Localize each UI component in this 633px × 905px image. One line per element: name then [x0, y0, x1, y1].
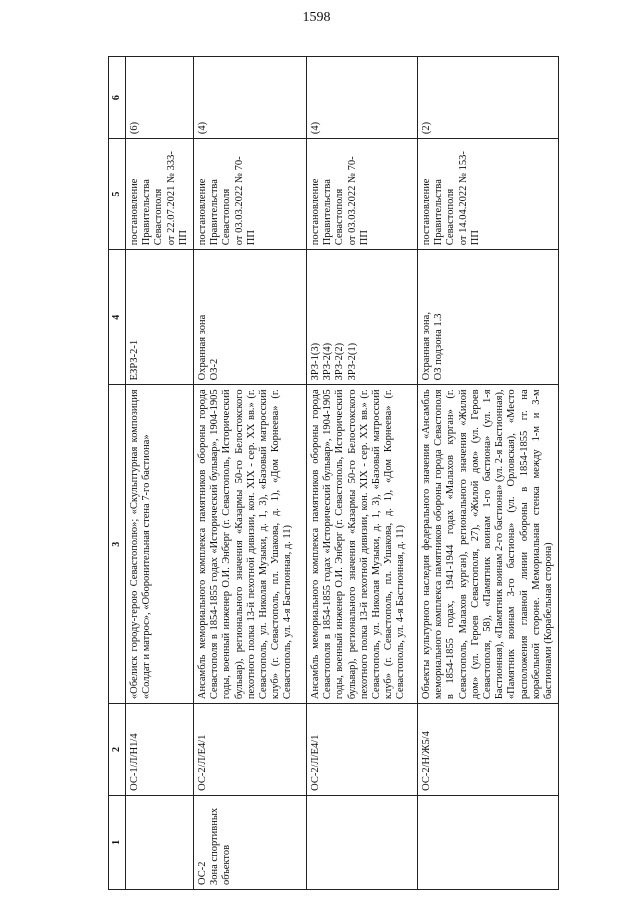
document-line: от 22.07.2021 № 333-ПП — [165, 151, 189, 246]
code-cell: ОС-2/Л/Е4/1 — [307, 704, 418, 796]
zone-name-cell — [418, 795, 559, 889]
header-col-1: 1 — [109, 795, 126, 889]
document-cell — [307, 139, 418, 250]
note-cell: (4) — [307, 57, 418, 139]
note-cell: (2) — [418, 57, 559, 139]
document-line: от 14.04.2022 № 153-ПП — [457, 151, 481, 246]
zone-line: ЗРЗ-2(2) — [334, 342, 346, 381]
table-row — [126, 57, 194, 890]
document-line: Севастополя — [153, 188, 165, 246]
document-cell — [194, 139, 307, 250]
zone-name-cell — [307, 795, 418, 889]
objects-cell: Ансамбль мемориального комплекса памятников обороны города Севастополя в 1854-1855 годах «Исторический бульвар», 1904-1905 годы, военный инженер О.И. Энберг (г. Севастополь, Исторический бульвар), регионального значения «Казармы 50-го Белостокского пехотного полка 13-й пехотной дивизии, кон. XIX - сер. XX вв.» (г. Севастополь, ул. Николая Музыки, д. 1, 3), «Базовый матросский клуб» (г. Севастополь, пл. Ушакова, д. 1), «Дом Корнеева» (г. Севастополь, ул. 4-я Бастионная, д. 11) — [194, 385, 307, 704]
zone-line: ОЗ-2 — [209, 358, 221, 381]
document-line: постановление — [421, 178, 433, 246]
zone-label: Зона спортивных объектов — [209, 807, 233, 885]
zone-name-cell — [126, 795, 194, 889]
zone-cell: ЕЗРЗ-2-1 — [126, 250, 194, 385]
zone-line: ОЗ подзона 1.3 — [433, 313, 445, 381]
header-col-5: 5 — [109, 139, 126, 250]
zone-cell — [418, 250, 559, 385]
code-cell: ОС-2/Л/Е4/1 — [194, 704, 307, 796]
zones-table — [108, 56, 559, 890]
document-line: постановление — [197, 178, 209, 246]
table-row — [418, 57, 559, 890]
header-col-4: 4 — [109, 250, 126, 385]
note-cell: (6) — [126, 57, 194, 139]
document-line: Севастополя — [445, 188, 457, 246]
document-line: Правительства — [209, 179, 221, 246]
note-cell: (4) — [194, 57, 307, 139]
header-row — [109, 57, 126, 890]
header-col-3: 3 — [109, 385, 126, 704]
document-line: Правительства — [433, 179, 445, 246]
document-line: от 03.03.2022 № 70-ПП — [346, 156, 370, 246]
document-line: от 03.03.2022 № 70-ПП — [233, 156, 257, 246]
page-number: 1598 — [302, 10, 331, 25]
document-line: Севастополя — [221, 188, 233, 246]
zone-line: ЗРЗ-2(1) — [346, 342, 358, 381]
table-row — [307, 57, 418, 890]
table-row — [194, 57, 307, 890]
document-line: Севастополя — [334, 188, 346, 246]
zone-line: Охранная зона — [197, 314, 209, 381]
document-line: постановление — [129, 178, 140, 246]
zone-line: ЗРЗ-1(3) — [310, 342, 322, 381]
zone-name: ОС-2 — [197, 861, 209, 885]
code-cell: ОС-1/Л/Н1/4 — [126, 704, 194, 796]
document-cell — [126, 139, 194, 250]
objects-cell: «Обелиск городу-герою Севастополю»; «Скульптурная композиция «Солдат и матрос», «Оборонительная стена 7-го бастиона» — [126, 385, 194, 704]
objects-cell: Ансамбль мемориального комплекса памятников обороны города Севастополя в 1854-1855 годах «Исторический бульвар», 1904-1905 годы, военный инженер О.И. Энберг (г. Севастополь, Исторический бульвар), регионального значения «Казармы 50-го Белостокского пехотного полка 13-й пехотной дивизии, кон. XIX - сер. XX вв.» (г. Севастополь, ул. Николая Музыки, д. 1, 3), «Базовый матросский клуб» (г. Севастополь, пл. Ушакова, д. 1), «Дом Корнеева» (г. Севастополь, ул. 4-я Бастионная, д. 11) — [307, 385, 418, 704]
code-cell: ОС-2/Н/Ж5/4 — [418, 704, 559, 796]
rotated-table-container — [108, 56, 555, 890]
zone-line: Охранная зона, — [421, 312, 433, 381]
document-line: постановление — [310, 178, 322, 246]
zone-name-cell — [194, 795, 307, 889]
zone-line: ЗРЗ-2(4) — [322, 342, 334, 381]
document-line: Правительства — [141, 179, 153, 246]
document-line: Правительства — [322, 179, 334, 246]
objects-cell: Объекты культурного наследия федерального значения «Ансамбль мемориального комплекса памятников обороны города Севастополя в 1854-1855 годах, 1941-1944 годах «Малахов курган» (г. Севастополь, Малахов курган), регионального значения «Жилой дом» (ул. Героев Севастополя, 27), «Жилой дом» (ул. Героев Севастополя, 58), «Памятник воинам 1-го бастиона» (ул. 1-я Бастионная), «Памятник воинам 2-го бастиона» (ул. 2-я Бастионная), «Памятник воинам 3-го бастиона» (ул. Орловская), «Место расположения главной линии обороны в 1854-1855 гг. на корабельной стороне. Мемориальная стенка между 1-м и 3-м бастионами (Корабельная сторона) — [418, 385, 559, 704]
document-cell — [418, 139, 559, 250]
header-col-2: 2 — [109, 704, 126, 796]
header-col-6: 6 — [109, 57, 126, 139]
zone-cell — [307, 250, 418, 385]
zone-cell — [194, 250, 307, 385]
